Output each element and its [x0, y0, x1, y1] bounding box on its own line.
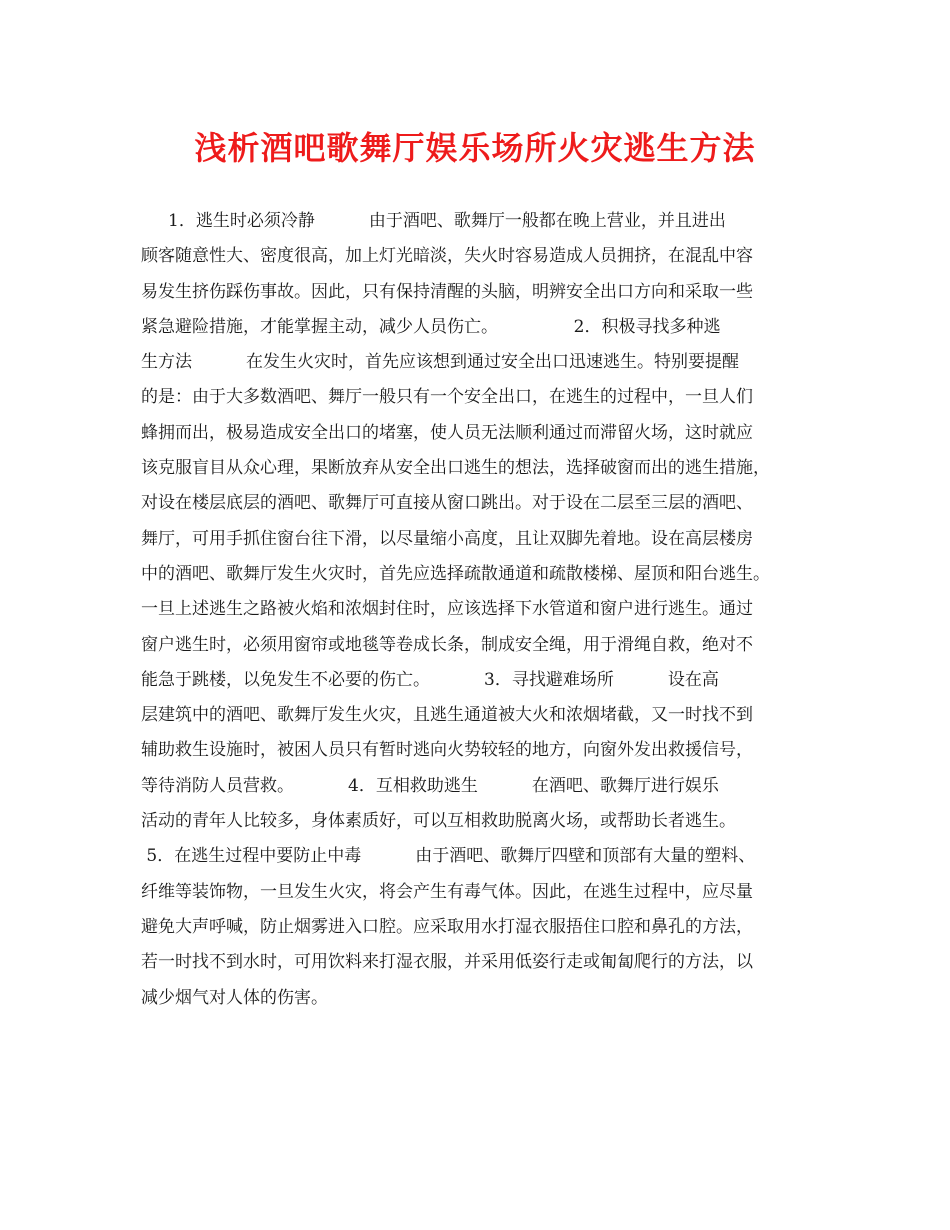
- body-line: 1．逃生时必须冷静 由于酒吧、歌舞厅一般都在晚上营业，并且进出: [141, 211, 726, 231]
- body-line: 一旦上述逃生之路被火焰和浓烟封住时，应该选择下水管道和窗户进行逃生。通过: [141, 599, 753, 620]
- body-line: 窗户逃生时，必须用窗帘或地毯等卷成长条，制成安全绳，用于滑绳自救，绝对不: [141, 634, 753, 655]
- document-title: 浅析酒吧歌舞厅娱乐场所火灾逃生方法: [194, 129, 756, 167]
- body-line: 活动的青年人比较多，身体素质好，可以互相救助脱离火场，或帮助长者逃生。: [141, 811, 736, 832]
- body-line: 减少烟气对人体的伤害。: [141, 987, 328, 1008]
- body-line: 舞厅，可用手抓住窗台往下滑，以尽量缩小高度，且让双脚先着地。设在高层楼房: [141, 528, 753, 549]
- document-body: [141, 204, 831, 1016]
- body-line: 辅助救生设施时，被困人员只有暂时逃向火势较轻的地方，向窗外发出救援信号，: [141, 740, 753, 761]
- body-line: 生方法 在发生火灾时，首先应该想到通过安全出口迅速逃生。特别要提醒: [141, 352, 740, 373]
- body-line: 紧急避险措施，才能掌握主动，减少人员伤亡。 2．积极寻找多种逃: [141, 316, 721, 337]
- body-line: 避免大声呼喊，防止烟雾进入口腔。应采取用水打湿衣服捂住口腔和鼻孔的方法，: [141, 916, 753, 937]
- body-line: 的是：由于大多数酒吧、舞厅一般只有一个安全出口，在逃生的过程中，一旦人们: [141, 387, 753, 408]
- body-line: 纤维等装饰物，一旦发生火灾，将会产生有毒气体。因此，在逃生过程中，应尽量: [141, 881, 753, 902]
- body-line: 蜂拥而出，极易造成安全出口的堵塞，使人员无法顺利通过而滞留火场，这时就应: [141, 422, 753, 443]
- body-line: 5．在逃生过程中要防止中毒 由于酒吧、歌舞厅四壁和顶部有大量的塑料、: [141, 846, 756, 867]
- body-line: 顾客随意性大、密度很高，加上灯光暗淡，失火时容易造成人员拥挤，在混乱中容: [141, 246, 753, 267]
- body-line: 该克服盲目从众心理，果断放弃从安全出口逃生的想法，选择破窗而出的逃生措施，: [141, 458, 770, 479]
- body-line: 能急于跳楼，以免发生不必要的伤亡。 3．寻找避难场所 设在高: [141, 669, 719, 690]
- body-line: 中的酒吧、歌舞厅发生火灾时，首先应选择疏散通道和疏散楼梯、屋顶和阳台逃生。: [141, 563, 770, 584]
- body-line: 若一时找不到水时，可用饮料来打湿衣服，并采用低姿行走或匍匐爬行的方法，以: [141, 952, 753, 973]
- body-line: 层建筑中的酒吧、歌舞厅发生火灾，且逃生通道被大火和浓烟堵截，又一时找不到: [141, 705, 753, 726]
- body-line: 对设在楼层底层的酒吧、歌舞厅可直接从窗口跳出。对于设在二层至三层的酒吧、: [141, 493, 753, 514]
- body-line: 等待消防人员营救。 4．互相救助逃生 在酒吧、歌舞厅进行娱乐: [141, 775, 719, 796]
- body-line: 易发生挤伤踩伤事故。因此，只有保持清醒的头脑，明辨安全出口方向和采取一些: [141, 281, 753, 302]
